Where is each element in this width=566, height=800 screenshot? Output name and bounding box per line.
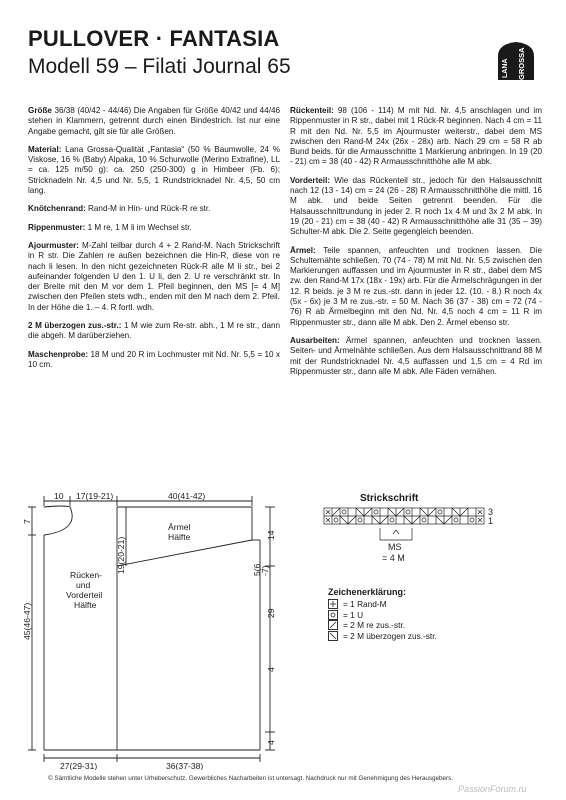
strick-row-3: 3 bbox=[488, 507, 494, 517]
sleeve-label-1: Ärmel bbox=[168, 522, 191, 532]
groesse-label: Größe bbox=[28, 106, 52, 115]
aermel-section bbox=[290, 246, 542, 328]
rueckenteil-text: 98 (106 - 114) M mit Nd. Nr. 4,5 anschlagen und im Rippenmuster in R str., dabei mit 1 Rück-R beginnen. Nach 4 cm = 11 R mit den Nd. Nr. 5,5 im Ajourmuster weiterstr., dabei dem MS zwischen den Rand-M 24x (26x - 28x) arb. Nach 29 cm = 58 R ab Bund beids. für die Armausschnitte 1 Markierung anbringen. In 19 (20 - 21) cm = 38 (40 - 42) R Armausschnitthöhe alle M abk. bbox=[290, 106, 542, 167]
knoetchen-section bbox=[28, 204, 280, 214]
material-text: Lana Grossa-Qualität „Fantasia“ (50 % Baumwolle, 24 % Viskose, 16 % (Baby) Alpaka, 10 % Schurwolle (Merino Extrafine), LL = ca. 125 m/50 g): ca. 250 (250-300) g in Himbeer (Fb. 6); Stricknadeln Nr. 4,5 und Nr. 5,5, 1 Rundstricknadel Nr. 4,5, 50 cm lang. bbox=[28, 144, 280, 196]
pattern-schema bbox=[20, 490, 280, 770]
ueberzogen-section bbox=[28, 321, 280, 342]
dim-right-14: 14 bbox=[266, 530, 276, 540]
dim-right-4a: 4 bbox=[266, 667, 276, 672]
left-column bbox=[28, 106, 280, 378]
dim-top-10: 10 bbox=[54, 491, 64, 501]
page-title: PULLOVER · FANTASIA bbox=[28, 26, 280, 51]
legend-item: = 1 Rand-M bbox=[328, 599, 437, 610]
vorderteil-text: Wie das Rückenteil str., jedoch für den Halsausschnitt nach 12 (13 - 14) cm = 24 (26 - 28) R Armausschnitthöhe die mittl. 16 M abk. und beide Seiten getrennt beenden. Für die Halsausschnittrundung in jeder 2. R noch 1x 4 M und 3x 2 M abk. In 19 (20 - 21) cm = 38 (40 - 42) R Armausschnitthöhe alle 31 (35 – 39) Schulter-M abk. Die 2. Seite gegengleich beenden. bbox=[290, 175, 542, 237]
vorderteil-label: Vorderteil: bbox=[290, 175, 331, 185]
ueberzogen-label: 2 M überzogen zus.-str.: bbox=[28, 321, 122, 331]
dim-right-7: -7) bbox=[260, 565, 270, 576]
dim-top-40: 40(41-42) bbox=[168, 491, 206, 501]
sleeve-label-2: Hälfte bbox=[168, 532, 191, 542]
rippen-section bbox=[28, 223, 280, 233]
circle-box-icon bbox=[328, 610, 338, 620]
ueberzogen-text: 1 M wie zum Re-str. abh., 1 M re str., dann die abgeh. M darüberziehen. bbox=[28, 321, 280, 341]
strickschrift-title: Strickschrift bbox=[360, 493, 419, 504]
lana-grossa-logo bbox=[494, 40, 538, 82]
slash-box-icon bbox=[328, 620, 338, 630]
groesse-section bbox=[28, 106, 280, 137]
dim-right-5-6: 5(6 bbox=[252, 563, 262, 576]
dim-bottom-27: 27(29-31) bbox=[60, 761, 98, 770]
dim-right-29: 29 bbox=[266, 608, 276, 618]
dim-top-17: 17(19-21) bbox=[76, 491, 114, 501]
legend-title: Zeichenerklärung: bbox=[328, 587, 407, 597]
body-label-2: und bbox=[76, 580, 91, 590]
rueckenteil-label: Rückenteil: bbox=[290, 106, 334, 115]
ms-label: MS bbox=[388, 542, 402, 552]
ajour-text: M-Zahl teilbar durch 4 + 2 Rand-M. Nach Strickschrift in R str. Die Zahlen re außen bezeichnen die Hin-R, diese von re nach li lesen. In den nicht gezeichneten Rück-R alle M li str., bei 2 aufeinander folgenden U den 1. U li, den 2. U re verschränkt str. In der Breite mit den M vor dem 1. Pfeil beginnen, den MS [= 4 M] zwischen den Pfeilen stets wdh., enden mit den M nach dem 2. Pfeil. In der Höhe die 1. – 4. R fortl. wdh. bbox=[28, 240, 280, 312]
dim-left-7: 7 bbox=[22, 519, 32, 524]
svg-text:GROSSA: GROSSA bbox=[517, 47, 526, 80]
maschenprobe-section bbox=[28, 350, 280, 371]
svg-text:LANA: LANA bbox=[502, 58, 509, 78]
strick-row-1: 1 bbox=[488, 516, 494, 526]
aermel-text: Teile spannen, anfeuchten und trocknen lassen. Die Schulternähte schließen. 70 (74 - 78) M mit Nd. Nr. 5,5 zwischen den Markierungen auffassen und im Ajourmuster in R str., dabei dem MS zw. den Rand-M 17x (18x - 19x) arb. Für die Ärmelschrägungen in der 12. R beids. je 3 M re zus.-str. dann in jeder 12. (10. - 8.) R noch 4x (5x - 6x) je 3 M re zus.-str. = 50 M. Nach 36 (37 - 38) cm = 72 (74 - 76) R ab Ärmelbeginn mit den Nd. Nr. 4,5 noch 4 cm = 11 R im Rippenmuster str., dann alle M abk. Den 2. Ärmel ebenso str. bbox=[290, 245, 542, 327]
rueckenteil-section bbox=[290, 106, 542, 168]
knoetchen-text: Rand-M in Hin- und Rück-R re str. bbox=[85, 204, 211, 214]
maschenprobe-text: 18 M und 20 R im Lochmuster mit Nd. Nr. 5,5 = 10 x 10 cm. bbox=[28, 349, 280, 369]
ausarbeiten-text: Ärmel spannen, anfeuchten und trocknen lassen. Seiten- und Ärmelnähte schließen. Aus dem Halsausschnittrand 88 M mit der Rundstricknadel Nr. 4,5 auffassen und 1,5 cm = 4 Rd im Rippenmuster str., dann alle M abk. Alle Fäden vernähen. bbox=[290, 335, 542, 376]
dim-left-45: 45(46-47) bbox=[22, 602, 32, 640]
vorderteil-section bbox=[290, 176, 542, 238]
right-column bbox=[290, 106, 542, 385]
knoetchen-label: Knötchenrand: bbox=[28, 204, 86, 214]
body-label-1: Rücken- bbox=[70, 570, 102, 580]
ajour-section bbox=[28, 241, 280, 313]
dim-right-4b: 4 bbox=[266, 740, 276, 745]
body-label-4: Hälfte bbox=[74, 600, 97, 610]
strickschrift-chart bbox=[320, 506, 510, 576]
ms-value: = 4 M bbox=[382, 553, 405, 563]
legend-item: = 2 M re zus.-str. bbox=[328, 620, 437, 631]
dim-armhole-19: 19(20-21) bbox=[116, 536, 126, 574]
copyright-footer: © Sämtliche Modelle stehen unter Urheberschutz. Gewerbliches Nacharbeiten ist untersagt. Nachdruck nur mit Genehmigung des Herausgebers. bbox=[48, 775, 454, 782]
rippen-label: Rippenmuster: bbox=[28, 222, 86, 232]
maschenprobe-label: Maschenprobe: bbox=[28, 349, 89, 359]
material-section bbox=[28, 145, 280, 196]
rippen-text: 1 M re, 1 M li im Wechsel str. bbox=[85, 222, 192, 232]
legend bbox=[328, 599, 437, 641]
groesse-text: 36/38 (40/42 - 44/46) Die Angaben für Größe 40/42 und 44/46 stehen in Klammern, getrennt durch einen Bindestrich. Ist nur eine Angabe gemacht, gilt sie für alle Größen. bbox=[28, 106, 280, 136]
page-subtitle: Modell 59 – Filati Journal 65 bbox=[28, 55, 291, 78]
ausarbeiten-label: Ausarbeiten: bbox=[290, 335, 340, 345]
dim-bottom-36: 36(37-38) bbox=[166, 761, 204, 770]
ajour-label: Ajourmuster: bbox=[28, 240, 80, 250]
body-label-3: Vorderteil bbox=[66, 590, 103, 600]
plus-box-icon bbox=[328, 599, 338, 609]
watermark: PassionForum.ru bbox=[458, 784, 527, 794]
legend-item: = 2 M überzogen zus.-str. bbox=[328, 631, 437, 642]
backslash-box-icon bbox=[328, 631, 338, 641]
aermel-label: Ärmel: bbox=[290, 245, 316, 255]
ausarbeiten-section bbox=[290, 336, 542, 377]
legend-item: = 1 U bbox=[328, 610, 437, 621]
material-label: Material: bbox=[28, 144, 62, 154]
